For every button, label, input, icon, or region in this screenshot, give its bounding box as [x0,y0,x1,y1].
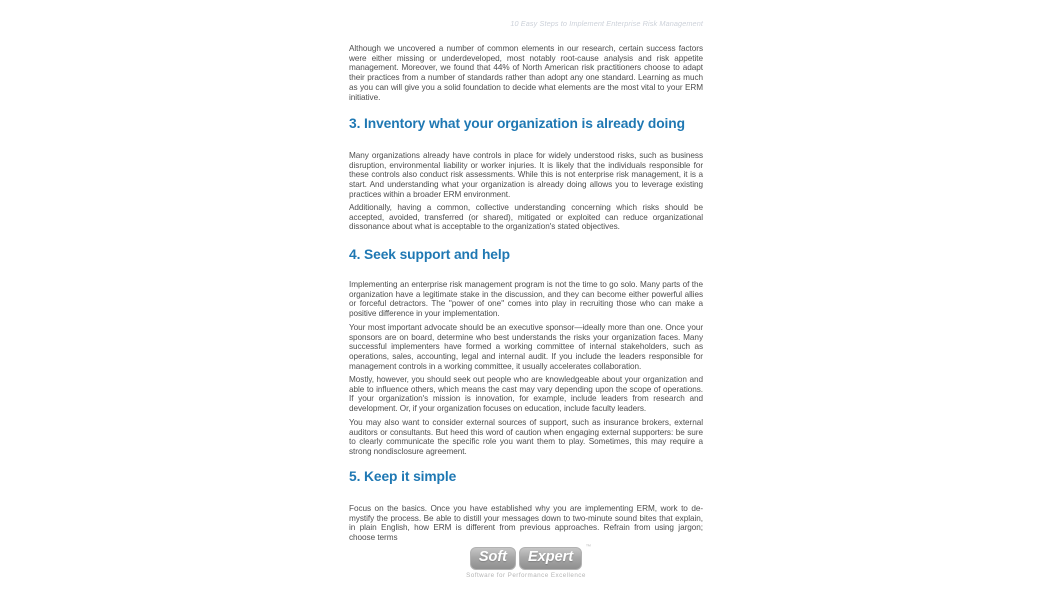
section-4-paragraph-3: Mostly, however, you should seek out people who are knowledgeable about your organization and able to influence others, which means the cast may vary depending upon the scope of operations. If your organization's mission is innovation, for example, include leaders from research and development. Or, if your organization focuses on education, include faculty leaders. [349,375,703,414]
section-heading-5: 5. Keep it simple [349,469,457,484]
softexpert-logo [470,544,592,570]
section-5-paragraph-1: Focus on the basics. Once you have established why you are implementing ERM, work to de-mystify the process. Be able to distill your messages down to two-minute sound bites that explain, in plain English, how ERM is different from previous approaches. Refrain from using jargon; choose terms [349,504,703,543]
footer-logo [349,544,703,579]
intro-paragraph: Although we uncovered a number of common elements in our research, certain success factors were either missing or underdeveloped, most notably root-cause analysis and risk appetite management. Moreover, we found that 44% of North American risk practitioners choose to adapt their practices from a number of standards rather than adopt any one standard. Learning as much as you can will give you a solid foundation to decide what elements are the most vital to your ERM initiative. [349,44,703,102]
logo-word-soft: Soft [470,547,516,570]
section-3-paragraph-1: Many organizations already have controls in place for widely understood risks, such as business disruption, environmental liability or worker injuries. It is likely that the individuals responsible for these controls also conduct risk assessments. While this is not enterprise risk management, it is a start. And understanding what your organization is already doing allows you to leverage existing practices within a broader ERM environment. [349,151,703,199]
running-header: 10 Easy Steps to Implement Enterprise Risk Management [510,19,703,28]
logo-tagline: Software for Performance Excellence [466,572,586,579]
section-4-paragraph-2: Your most important advocate should be an executive sponsor—ideally more than one. Once your sponsors are on board, determine who best understands the risks your organization faces. Many successful implementers have formed a working committee of internal stakeholders, such as operations, sales, accounting, legal and internal audit. If you include the leaders responsible for management controls in a working committee, it usually accelerates collaboration. [349,323,703,371]
section-heading-3: 3. Inventory what your organization is already doing [349,116,685,131]
section-4-paragraph-4: You may also want to consider external sources of support, such as insurance brokers, external auditors or consultants. But heed this word of caution when engaging external supporters: be sure to clearly communicate the specific role you want them to play. Sometimes, this may require a strong nondisclosure agreement. [349,418,703,457]
logo-word-expert: Expert [519,547,582,570]
trademark-symbol: ™ [585,544,592,550]
section-3-paragraph-2: Additionally, having a common, collective understanding concerning which risks should be accepted, avoided, transferred (or shared), mitigated or exploited can reduce organizational dissonance about what is acceptable to the organization's stated objectives. [349,203,703,232]
section-heading-4: 4. Seek support and help [349,247,510,262]
section-4-paragraph-1: Implementing an enterprise risk management program is not the time to go solo. Many parts of the organization have a legitimate stake in the discussion, and they can become either powerful allies or forceful detractors. The "power of one" comes into play in recruiting those who can make a positive difference in your implementation. [349,280,703,319]
